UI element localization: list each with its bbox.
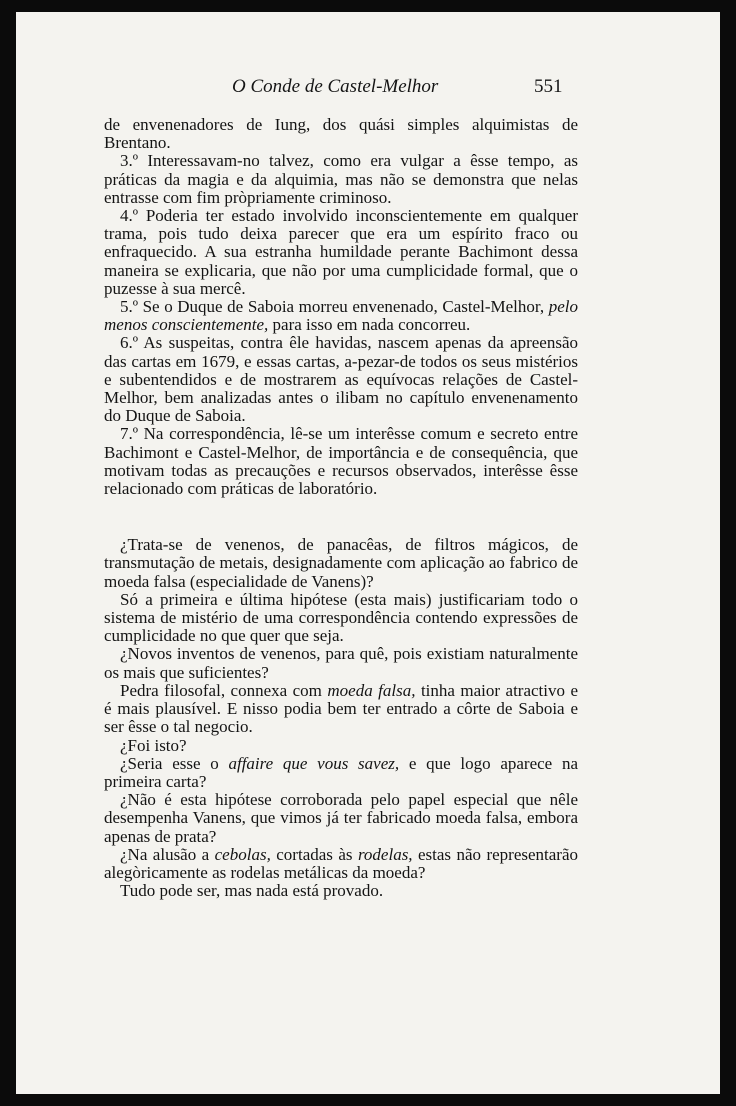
seria-text: ¿Seria esse o (120, 753, 229, 773)
paragraph-venenos: ¿Trata-se de venenos, de panacêas, de filtros mágicos, de transmutação de metais, designadamente com aplicação ao fabrico de moeda falsa (especialidade de Vanens)? (104, 535, 578, 591)
alusao-part3: estas não representarão alegòricamente as rodelas metálicas da moeda? (104, 844, 578, 882)
seria-emphasis: affaire que vous savez, (228, 753, 400, 773)
paragraph-3: 3.º Interessavam-no talvez, como era vulgar a êsse tempo, as práticas da magia e da alquimia, mas não se demonstra que nelas entrasse com fim pròpriamente criminoso. (104, 151, 578, 207)
paragraph-4: 4.º Poderia ter estado involvido inconscientemente em qualquer trama, pois tudo deixa parecer que era um espírito fraco ou enfraquecido. A sua estranha humildade perante Bachimont dessa maneira se explicaria, que não por uma cumplicidade formal, que o puzesse à sua mercê. (104, 206, 578, 298)
page-number: 551 (534, 76, 563, 97)
paragraph-5-text: 5.º Se o Duque de Saboia morreu envenenado, Castel-Melhor, (120, 297, 549, 317)
running-title: O Conde de Castel-Melhor (232, 76, 439, 97)
paragraph-5 (104, 298, 578, 334)
seria-tail: e que logo aparece na primeira carta? (104, 753, 578, 791)
book-page (16, 12, 720, 1094)
paragraph-final: Tudo pode ser, mas nada está provado. (120, 881, 384, 901)
body-text (104, 116, 578, 900)
alusao-part2: cortadas às (270, 844, 358, 864)
paragraph-nao-e-esta: ¿Não é esta hipótese corroborada pelo papel especial que nêle desempenha Vanens, que vimos já ter fabricado moeda falsa, embora apenas de prata? (104, 790, 578, 846)
paragraph-5-emphasis: pelo menos conscientemente, (104, 297, 578, 335)
pedra-text: Pedra filosofal, connexa com (120, 680, 328, 700)
paragraph-foi-isto: ¿Foi isto? (120, 735, 187, 755)
paragraph-6: 6.º As suspeitas, contra êle havidas, nascem apenas da apreensão das cartas em 1679, e essas cartas, a-pezar-de todos os seus mistérios e subentendidos e de mostrarem as equívocas relações de Castel-Melhor, bem analizadas antes o ilibam no capítulo envenenamento do Duque de Saboia. (104, 333, 578, 426)
section-gap (104, 498, 578, 536)
paragraph-pedra-filosofal (104, 682, 578, 737)
pedra-emphasis: moeda falsa, (327, 680, 416, 700)
alusao-rodelas: rodelas, (357, 844, 413, 864)
paragraph-novos-inventos: ¿Novos inventos de venenos, para quê, pois existiam naturalmente os mais que suficientes? (104, 644, 578, 682)
paragraph-hipotese: Só a primeira e última hipótese (esta mais) justificariam todo o sistema de mistério de uma correspondência contendo expressões de cumplicidade no que quer que seja. (104, 589, 578, 646)
paragraph-brentano: de envenenadores de Iung, dos quási simples alquimistas de Brentano. (104, 115, 578, 153)
alusao-part1: ¿Na alusão a (120, 844, 215, 864)
page-header (16, 72, 720, 98)
paragraph-seria (104, 755, 578, 791)
paragraph-5-tail: para isso em nada concorreu. (268, 315, 471, 335)
paragraph-alusao (104, 846, 578, 882)
paragraph-7: 7.º Na correspondência, lê-se um interêsse comum e secreto entre Bachimont e Castel-Melhor, de importância e de consequência, que motivam todas as precauções e recursos observados, interêsse êsse relacionado com práticas de laboratório. (104, 424, 578, 499)
pedra-tail: tinha maior atractivo e é mais plausível. E nisso podia bem ter entrado a côrte de Saboia e ser êsse o tal negocio. (104, 680, 578, 737)
alusao-cebolas: cebolas, (214, 844, 271, 864)
